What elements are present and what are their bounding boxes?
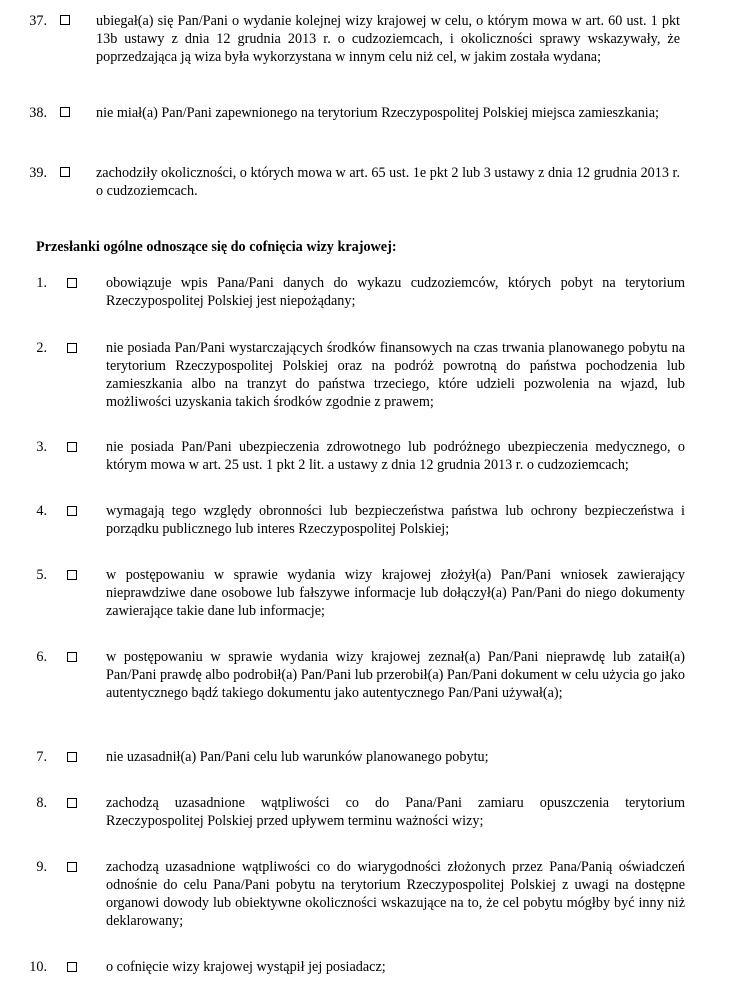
item-checkbox[interactable] [67, 798, 77, 808]
item-checkbox[interactable] [67, 652, 77, 662]
item-number: 37. [29, 13, 47, 29]
item-number: 8. [36, 795, 47, 811]
section-heading: Przesłanki ogólne odnoszące się do cofnięcia wizy krajowej: [36, 239, 397, 255]
item-checkbox[interactable] [67, 343, 77, 353]
item-checkbox[interactable] [60, 167, 70, 177]
item-text: obowiązuje wpis Pana/Pani danych do wykazu cudzoziemców, których pobyt na terytorium Rzeczypospolitej Polskiej jest niepożądany; [106, 275, 685, 309]
item-text: w postępowaniu w sprawie wydania wizy krajowej zeznał(a) Pan/Pani nieprawdę lub zataił(a) Pan/Pani prawdę albo podrobił(a) Pan/Pani lub przerobił(a) Pan/Pani dokument w celu użycia go jako autentycznego bądź takiego dokumentu jako autentycznego Pan/Pani używał(a); [106, 649, 685, 701]
item-checkbox[interactable] [67, 962, 77, 972]
item-number: 4. [36, 503, 47, 519]
item-checkbox[interactable] [67, 752, 77, 762]
item-number: 10. [29, 959, 47, 975]
item-text: nie uzasadnił(a) Pan/Pani celu lub warunków planowanego pobytu; [106, 749, 489, 765]
item-number: 39. [29, 165, 47, 181]
item-number: 3. [36, 439, 47, 455]
item-text: o cofnięcie wizy krajowej wystąpił jej posiadacz; [106, 959, 386, 975]
item-number: 9. [36, 859, 47, 875]
item-text: nie posiada Pan/Pani wystarczających środków finansowych na czas trwania planowanego pobytu na terytorium Rzeczypospolitej Polskiej oraz na podróż powrotną do państwa pochodzenia lub zamieszkania albo na tranzyt do państwa trzeciego, które udzieli pozwolenia na wjazd, lub możliwości uzyskania takich środków zgodnie z prawem; [106, 340, 685, 410]
item-text: zachodzą uzasadnione wątpliwości co do Pana/Pani zamiaru opuszczenia terytorium Rzeczypospolitej Polskiej przed upływem terminu ważności wizy; [106, 795, 685, 829]
item-checkbox[interactable] [67, 442, 77, 452]
item-checkbox[interactable] [67, 862, 77, 872]
item-text: w postępowaniu w sprawie wydania wizy krajowej złożył(a) Pan/Pani wniosek zawierający nieprawdziwe dane osobowe lub fałszywe informacje lub dołączył(a) Pan/Pani do niego dokumenty zawierające takie dane lub informacje; [106, 567, 685, 619]
item-text: zachodzą uzasadnione wątpliwości co do wiarygodności złożonych przez Pana/Panią oświadczeń odnośnie do celu Pana/Pani pobytu na terytorium Rzeczypospolitej Polskiej z uwagi na dostępne organowi dowody lub obiektywne okoliczności wskazujące na to, że cel pobytu mógłby być inny niż deklarowany; [106, 859, 685, 929]
item-text: zachodziły okoliczności, o których mowa w art. 65 ust. 1e pkt 2 lub 3 ustawy z dnia 12 grudnia 2013 r. o cudzoziemcach. [96, 165, 680, 199]
item-number: 5. [36, 567, 47, 583]
item-text: wymagają tego względy obronności lub bezpieczeństwa państwa lub ochrony bezpieczeństwa i porządku publicznego lub interes Rzeczypospolitej Polskiej; [106, 503, 685, 537]
item-checkbox[interactable] [67, 506, 77, 516]
item-checkbox[interactable] [60, 15, 70, 25]
item-text: nie miał(a) Pan/Pani zapewnionego na terytorium Rzeczypospolitej Polskiej miejsca zamieszkania; [96, 105, 659, 121]
item-text: ubiegał(a) się Pan/Pani o wydanie kolejnej wizy krajowej w celu, o którym mowa w art. 60 ust. 1 pkt 13b ustawy z dnia 12 grudnia 2013 r. o cudzoziemcach, i okoliczności sprawy wskazywały, że poprzedzająca ją wiza była wykorzystana w innym celu niż cel, w jakim została wydana; [96, 13, 680, 65]
item-text: nie posiada Pan/Pani ubezpieczenia zdrowotnego lub podróżnego ubezpieczenia medycznego, o którym mowa w art. 25 ust. 1 pkt 2 lit. a ustawy z dnia 12 grudnia 2013 r. o cudzoziemcach; [106, 439, 685, 473]
item-checkbox[interactable] [67, 278, 77, 288]
item-number: 2. [36, 340, 47, 356]
item-number: 7. [36, 749, 47, 765]
item-checkbox[interactable] [67, 570, 77, 580]
item-number: 1. [36, 275, 47, 291]
item-number: 6. [36, 649, 47, 665]
item-number: 38. [29, 105, 47, 121]
item-checkbox[interactable] [60, 107, 70, 117]
